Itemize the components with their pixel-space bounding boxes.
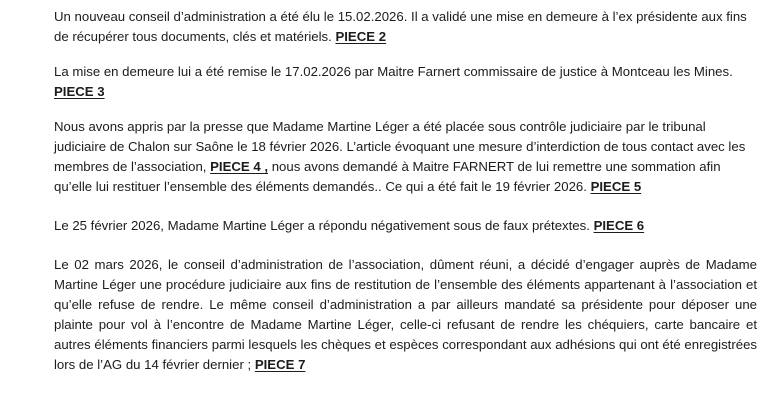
document-body [54, 7, 757, 375]
paragraph-negative-response [54, 216, 757, 236]
piece-reference-3: PIECE 3 [54, 84, 105, 99]
piece-reference-5: PIECE 5 [590, 179, 642, 194]
paragraph-text: La mise en demeure lui a été remise le 17.02.2026 par Maitre Farnert commissaire de justice à Montceau les Mines. [54, 64, 733, 79]
paragraph-new-board [54, 7, 757, 47]
piece-reference-7: PIECE 7 [254, 357, 306, 372]
paragraph-text: Nous avons appris par la presse que Madame Martine Léger a été placée sous contrôle judiciaire par le tribunal judiciaire de Chalon sur Saône le 18 février 2026. L’article évoquant une mesure d’interdiction de tous contact avec les membres de l’association, [54, 119, 746, 174]
paragraph-text: Le 02 mars 2026, le conseil d’administration de l’association, dûment réuni, a décidé d’engager auprès de Madame Martine Léger une procédure judiciaire aux fins de restitution de l’ensemble des éléments appartenant à l’association et qu’elle refuse de rendre. Le même conseil d’administration a par ailleurs mandaté sa présidente pour déposer une plainte pour vol à l’encontre de Madame Martine Léger, celle-ci refusant de rendre les chéquiers, carte bancaire et autres éléments financiers parmi lesquels les chèques et espèces correspondant aux adhésions qui ont été enregistrées lors de l’AG du 14 février dernier ; [54, 257, 757, 372]
piece-reference-2: PIECE 2 [335, 29, 387, 44]
paragraph-text: nous avons demandé à Maitre FARNERT de lui remettre une sommation afin qu’elle lui restituer l’ensemble des éléments demandés.. Ce qui a été fait le 19 février 2026. [54, 159, 721, 194]
paragraph-board-decision [54, 255, 757, 375]
paragraph-text: Un nouveau conseil d’administration a été élu le 15.02.2026. Il a validé une mise en demeure à l’ex présidente aux fins de récupérer tous documents, clés et matériels. [54, 9, 747, 44]
piece-reference-6: PIECE 6 [593, 218, 645, 233]
paragraph-formal-notice [54, 62, 757, 102]
paragraph-text: Le 25 février 2026, Madame Martine Léger a répondu négativement sous de faux prétextes. [54, 218, 594, 233]
piece-reference-4: PIECE 4 , [210, 159, 269, 174]
paragraph-judicial-control [54, 117, 757, 197]
